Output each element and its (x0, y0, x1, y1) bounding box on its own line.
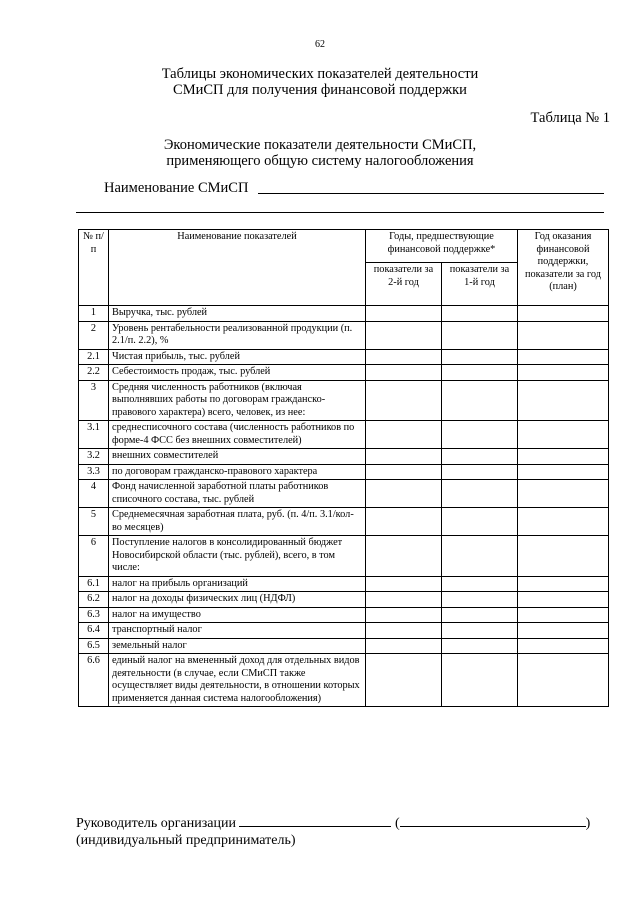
row-indicator-name: земельный налог (109, 638, 366, 654)
header-plan: Год оказания финансовой поддержки, показатели за год (план) (518, 230, 609, 306)
signature-field[interactable] (239, 814, 391, 827)
header-year-2: показатели за 2-й год (366, 263, 442, 306)
plan-value-cell[interactable] (518, 607, 609, 623)
plan-value-cell[interactable] (518, 321, 609, 349)
row-indicator-name: Уровень рентабельности реализованной продукции (п. 2.1/п. 2.2), % (109, 321, 366, 349)
plan-value-cell[interactable] (518, 638, 609, 654)
year-2-value-cell[interactable] (366, 576, 442, 592)
header-years-group: Годы, предшествующие финансовой поддержке* (366, 230, 518, 263)
row-indicator-name: Фонд начисленной заработной платы работников списочного состава, тыс. рублей (109, 480, 366, 508)
header-num: № п/п (79, 230, 109, 306)
table-row (79, 638, 609, 654)
title-line-1: Таблицы экономических показателей деятельности (161, 66, 479, 82)
year-2-value-cell[interactable] (366, 480, 442, 508)
row-number: 2 (79, 321, 109, 349)
year-2-value-cell[interactable] (366, 365, 442, 381)
row-number: 2.1 (79, 349, 109, 365)
plan-value-cell[interactable] (518, 380, 609, 421)
year-2-value-cell[interactable] (366, 321, 442, 349)
page-number: 62 (315, 39, 325, 50)
year-2-value-cell[interactable] (366, 607, 442, 623)
year-2-value-cell[interactable] (366, 654, 442, 707)
table-number-label: Таблица № 1 (530, 110, 610, 126)
year-1-value-cell[interactable] (442, 638, 518, 654)
subtitle-line-2: применяющего общую систему налогообложения (166, 153, 474, 169)
plan-value-cell[interactable] (518, 508, 609, 536)
year-2-value-cell[interactable] (366, 623, 442, 639)
row-number: 6.5 (79, 638, 109, 654)
head-label: Руководитель организации (76, 816, 236, 831)
table-row (79, 508, 609, 536)
row-indicator-name: налог на доходы физических лиц (НДФЛ) (109, 592, 366, 608)
year-1-value-cell[interactable] (442, 464, 518, 480)
table-row (79, 464, 609, 480)
row-number: 1 (79, 306, 109, 322)
plan-value-cell[interactable] (518, 480, 609, 508)
subtitle-line-1: Экономические показатели деятельности СМиСП, (163, 137, 477, 153)
year-2-value-cell[interactable] (366, 449, 442, 465)
year-1-value-cell[interactable] (442, 654, 518, 707)
row-indicator-name: внешних совместителей (109, 449, 366, 465)
table-row (79, 623, 609, 639)
row-indicator-name: Себестоимость продаж, тыс. рублей (109, 365, 366, 381)
row-indicator-name: транспортный налог (109, 623, 366, 639)
title-line-2: СМиСП для получения финансовой поддержки (173, 82, 467, 98)
table-subtitle (0, 137, 640, 169)
row-number: 2.2 (79, 365, 109, 381)
header-name: Наименование показателей (109, 230, 366, 306)
year-2-value-cell[interactable] (366, 306, 442, 322)
year-1-value-cell[interactable] (442, 623, 518, 639)
table-row (79, 536, 609, 577)
table-row (79, 449, 609, 465)
year-1-value-cell[interactable] (442, 349, 518, 365)
plan-value-cell[interactable] (518, 654, 609, 707)
row-indicator-name: налог на имущество (109, 607, 366, 623)
table-row (79, 365, 609, 381)
paren-close: ) (585, 816, 591, 831)
table-row (79, 321, 609, 349)
table-row (79, 380, 609, 421)
year-1-value-cell[interactable] (442, 508, 518, 536)
year-2-value-cell[interactable] (366, 536, 442, 577)
document-title (0, 66, 640, 98)
row-indicator-name: налог на прибыль организаций (109, 576, 366, 592)
plan-value-cell[interactable] (518, 349, 609, 365)
table-row (79, 576, 609, 592)
table-row (79, 349, 609, 365)
signature-row (76, 814, 590, 832)
year-1-value-cell[interactable] (442, 449, 518, 465)
year-1-value-cell[interactable] (442, 306, 518, 322)
table-row (79, 421, 609, 449)
row-number: 3 (79, 380, 109, 421)
row-number: 6.3 (79, 607, 109, 623)
plan-value-cell[interactable] (518, 449, 609, 465)
row-number: 3.2 (79, 449, 109, 465)
year-1-value-cell[interactable] (442, 421, 518, 449)
row-indicator-name: Поступление налогов в консолидированный бюджет Новосибирской области (тыс. рублей), всего, в том числе: (109, 536, 366, 577)
row-number: 3.1 (79, 421, 109, 449)
row-number: 6.2 (79, 592, 109, 608)
row-indicator-name: среднесписочного состава (численность работников по форме-4 ФСС без внешних совместителей) (109, 421, 366, 449)
org-name-field-continuation[interactable] (76, 212, 604, 213)
signature-name-field[interactable] (400, 814, 586, 827)
year-2-value-cell[interactable] (366, 349, 442, 365)
year-1-value-cell[interactable] (442, 536, 518, 577)
table-row (79, 654, 609, 707)
plan-value-cell[interactable] (518, 365, 609, 381)
year-1-value-cell[interactable] (442, 365, 518, 381)
row-number: 3.3 (79, 464, 109, 480)
plan-value-cell[interactable] (518, 623, 609, 639)
year-1-value-cell[interactable] (442, 480, 518, 508)
row-number: 5 (79, 508, 109, 536)
row-indicator-name: Чистая прибыль, тыс. рублей (109, 349, 366, 365)
row-indicator-name: по договорам гражданско-правового характера (109, 464, 366, 480)
plan-value-cell[interactable] (518, 464, 609, 480)
plan-value-cell[interactable] (518, 576, 609, 592)
year-2-value-cell[interactable] (366, 592, 442, 608)
year-2-value-cell[interactable] (366, 638, 442, 654)
header-year-1: показатели за 1-й год (442, 263, 518, 306)
paren-open: ( (394, 816, 400, 831)
indicators-table (78, 229, 609, 707)
year-1-value-cell[interactable] (442, 321, 518, 349)
row-number: 6.6 (79, 654, 109, 707)
entrepreneur-label: (индивидуальный предприниматель) (76, 833, 296, 848)
year-2-value-cell[interactable] (366, 464, 442, 480)
row-number: 6 (79, 536, 109, 577)
org-name-label: Наименование СМиСП (104, 180, 249, 196)
row-indicator-name: Среднемесячная заработная плата, руб. (п. 4/п. 3.1/кол-во месяцев) (109, 508, 366, 536)
year-1-value-cell[interactable] (442, 380, 518, 421)
plan-value-cell[interactable] (518, 421, 609, 449)
row-indicator-name: Средняя численность работников (включая выполнявших работы по договорам гражданско-правового характера) всего, человек, из нее: (109, 380, 366, 421)
table-row (79, 592, 609, 608)
row-indicator-name: единый налог на вмененный доход для отдельных видов деятельности (в случае, если СМиСП также осуществляет виды деятельности, в отношении которых применяется данная система налогообложения) (109, 654, 366, 707)
row-number: 4 (79, 480, 109, 508)
year-1-value-cell[interactable] (442, 607, 518, 623)
plan-value-cell[interactable] (518, 592, 609, 608)
year-2-value-cell[interactable] (366, 508, 442, 536)
table-row (79, 607, 609, 623)
org-name-field[interactable] (258, 193, 604, 194)
year-1-value-cell[interactable] (442, 576, 518, 592)
table-row (79, 480, 609, 508)
row-number: 6.1 (79, 576, 109, 592)
row-indicator-name: Выручка, тыс. рублей (109, 306, 366, 322)
year-2-value-cell[interactable] (366, 421, 442, 449)
year-2-value-cell[interactable] (366, 380, 442, 421)
row-number: 6.4 (79, 623, 109, 639)
plan-value-cell[interactable] (518, 536, 609, 577)
table-row (79, 306, 609, 322)
plan-value-cell[interactable] (518, 306, 609, 322)
year-1-value-cell[interactable] (442, 592, 518, 608)
